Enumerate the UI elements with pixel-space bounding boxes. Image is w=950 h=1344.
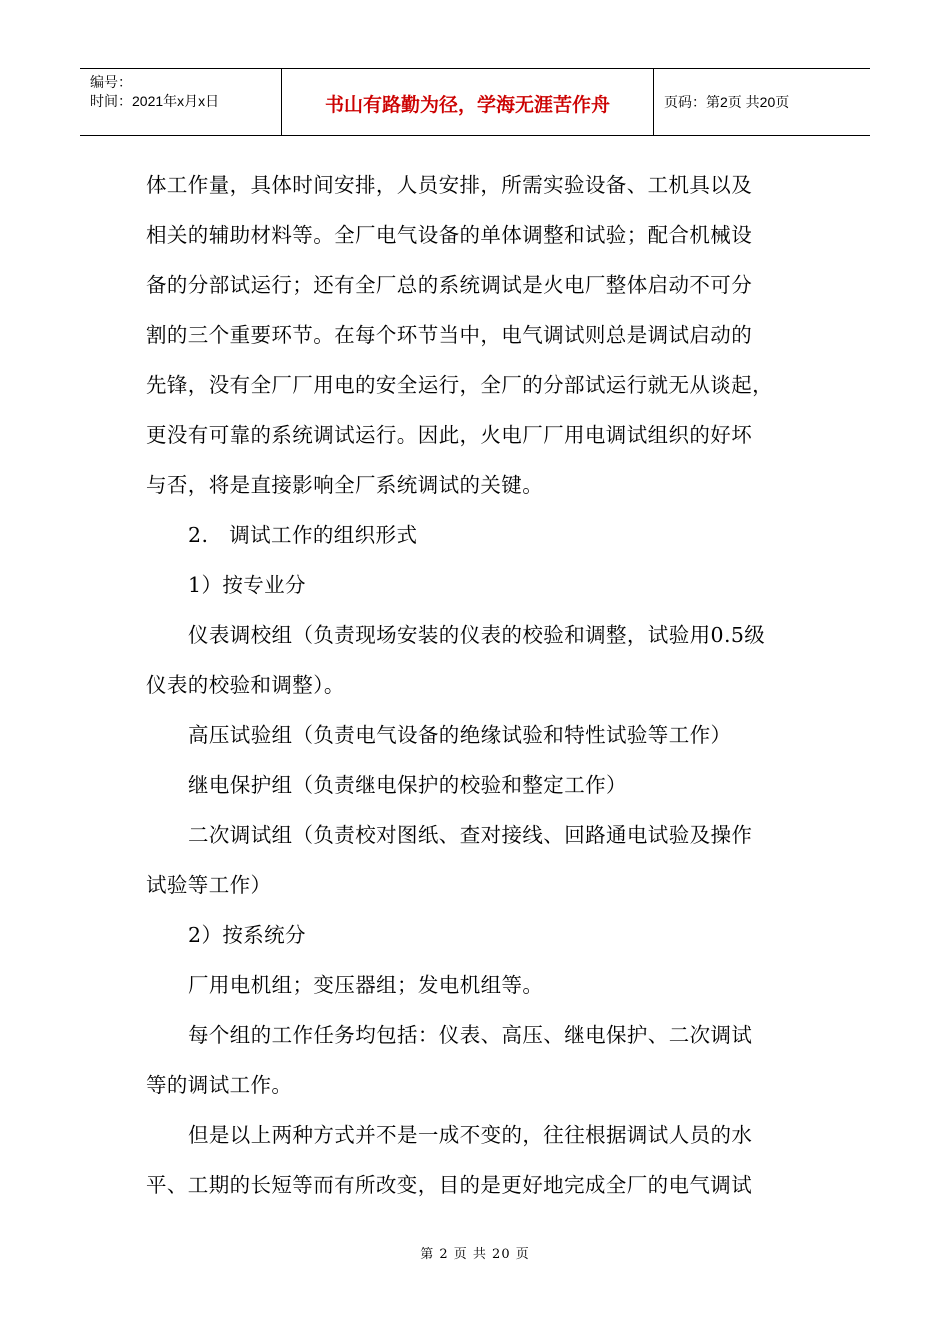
subsection-heading: 2）按系统分 [188, 923, 306, 947]
body-line: 仪表的校验和调整）。 [146, 673, 345, 697]
document-body [146, 160, 806, 1210]
subsection-heading: 1）按专业分 [188, 573, 306, 597]
document-time-label: 时间：2021年x月x日 [90, 93, 220, 109]
body-line: 每个组的工作任务均包括：仪表、高压、继电保护、二次调试 [188, 1023, 753, 1047]
body-line: 二次调试组（负责校对图纸、查对接线、回路通电试验及操作 [188, 823, 753, 847]
body-line: 备的分部试运行；还有全厂总的系统调试是火电厂整体启动不可分 [146, 273, 753, 297]
section-heading: 2. 调试工作的组织形式 [188, 523, 418, 547]
body-line: 与否，将是直接影响全厂系统调试的关键。 [146, 473, 544, 497]
body-line: 高压试验组（负责电气设备的绝缘试验和特性试验等工作） [188, 723, 732, 747]
body-line: 但是以上两种方式并不是一成不变的，往往根据调试人员的水 [188, 1123, 753, 1147]
page-footer: 第 2 页 共 20 页 [420, 1247, 530, 1262]
body-line: 厂用电机组；变压器组；发电机组等。 [188, 973, 544, 997]
body-line: 相关的辅助材料等。全厂电气设备的单体调整和试验；配合机械设 [146, 223, 753, 247]
body-line: 仪表调校组（负责现场安装的仪表的校验和调整，试验用0.5级 [188, 623, 766, 647]
body-line: 更没有可靠的系统调试运行。因此，火电厂厂用电调试组织的好坏 [146, 423, 753, 447]
body-line: 体工作量，具体时间安排，人员安排，所需实验设备、工机具以及 [146, 173, 753, 197]
header-motto: 书山有路勤为径，学海无涯苦作舟 [282, 69, 654, 135]
body-line: 平、工期的长短等而有所改变，目的是更好地完成全厂的电气调试 [146, 1173, 753, 1197]
body-line: 继电保护组（负责继电保护的校验和整定工作） [188, 773, 627, 797]
body-line: 先锋，没有全厂厂用电的安全运行，全厂的分部试运行就无从谈起， [146, 373, 773, 397]
body-line: 试验等工作） [146, 873, 272, 897]
body-line: 等的调试工作。 [146, 1073, 293, 1097]
body-line: 割的三个重要环节。在每个环节当中，电气调试则总是调试启动的 [146, 323, 753, 347]
header-page-info: 页码：第2页 共20页 [664, 94, 790, 110]
header-meta [80, 69, 282, 135]
page-header [80, 68, 870, 136]
document-number-label: 编号： [90, 74, 132, 90]
